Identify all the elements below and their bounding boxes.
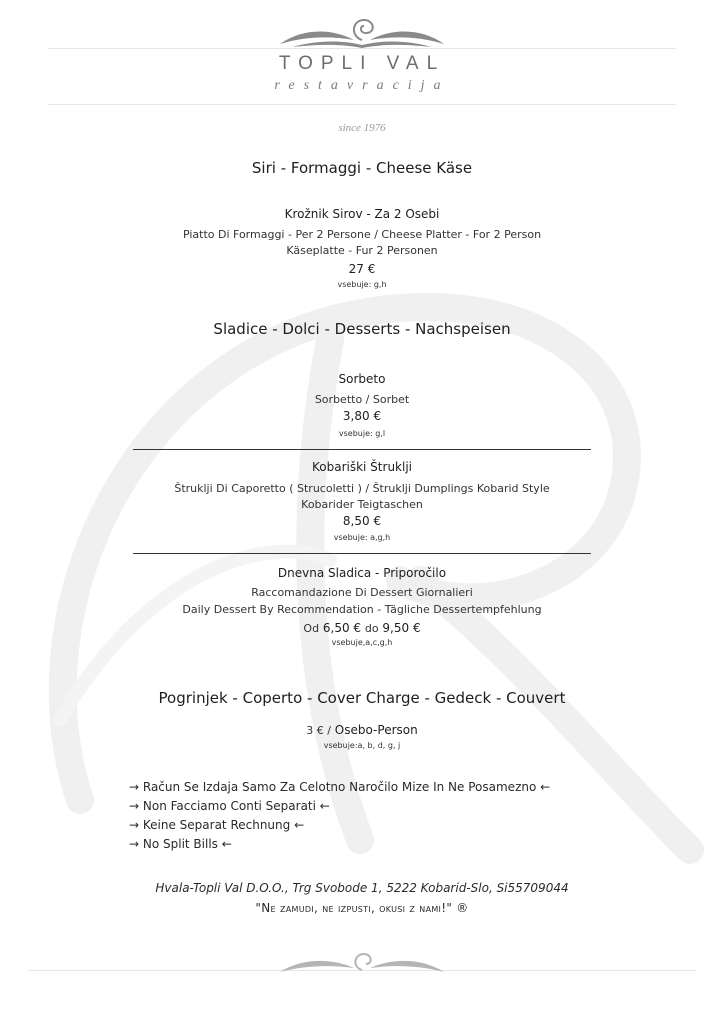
note-line: → No Split Bills ← — [129, 837, 232, 851]
header-rule-2 — [48, 104, 676, 105]
cover-price-amount: 3 € / — [306, 724, 331, 737]
menu-item-desc: Piatto Di Formaggi - Per 2 Persone / Cheese Platter - For 2 Person — [182, 228, 542, 241]
price-to: 9,50 € — [382, 621, 421, 635]
note-line: → Keine Separat Rechnung ← — [129, 818, 305, 832]
menu-item-price: 8,50 € — [342, 514, 382, 528]
footer-address: Hvala-Topli Val D.O.O., Trg Svobode 1, 5222 Kobarid-Slo, Si55709044 — [155, 881, 569, 895]
menu-item-desc: Käseplatte - Fur 2 Personen — [286, 244, 438, 257]
item-divider — [133, 449, 591, 450]
menu-item-name: Sorbeto — [338, 372, 386, 386]
cover-allergens: vsebuje:a, b, d, g, j — [323, 741, 401, 750]
brand-subtitle: restavracija — [274, 78, 450, 93]
cover-price-unit: Osebo-Person — [334, 723, 418, 737]
menu-item-desc: Daily Dessert By Recommendation - Tägliche Dessertempfehlung — [182, 603, 542, 616]
brand-name: TOPLI VAL — [278, 53, 446, 74]
since-label: since 1976 — [338, 122, 386, 134]
menu-item-desc: Sorbetto / Sorbet — [314, 393, 410, 406]
billing-notes — [129, 778, 550, 854]
menu-item-desc: Štruklji Di Caporetto ( Strucoletti ) / Štruklji Dumplings Kobarid Style — [174, 482, 550, 495]
footer-ornament-icon — [272, 950, 452, 978]
menu-item-name: Krožnik Sirov - Za 2 Osebi — [284, 207, 440, 221]
menu-item-desc: Kobarider Teigtaschen — [301, 498, 423, 511]
footer-slogan: "Ne zamudi, ne izpusti, okusi z nami!" ® — [255, 901, 469, 915]
cover-price — [0, 723, 724, 737]
note-line: → Non Facciamo Conti Separati ← — [129, 799, 330, 813]
menu-item-price: 3,80 € — [342, 409, 382, 423]
menu-item-price: 27 € — [348, 262, 376, 276]
menu-item-allergens: vsebuje,a,c,g,h — [331, 638, 393, 647]
menu-item-name: Kobariški Štruklji — [311, 460, 412, 474]
menu-item-allergens: vsebuje: g,h — [337, 280, 387, 289]
price-from: 6,50 € — [322, 621, 362, 635]
price-prefix: Od — [303, 622, 320, 635]
menu-item-price-range — [0, 621, 724, 635]
menu-item-allergens: vsebuje: g,l — [338, 429, 386, 438]
menu-item-name: Dnevna Sladica - Priporočilo — [277, 566, 447, 580]
menu-item-desc: Raccomandazione Di Dessert Giornalieri — [251, 586, 473, 599]
price-mid: do — [364, 622, 379, 635]
section-title-cheese: Siri - Formaggi - Cheese Käse — [251, 159, 473, 177]
item-divider — [133, 553, 591, 554]
logo-ornament-icon — [272, 14, 452, 50]
section-title-cover: Pogrinjek - Coperto - Cover Charge - Gedeck - Couvert — [158, 689, 566, 707]
note-line: → Račun Se Izdaja Samo Za Celotno Naročilo Mize In Ne Posamezno ← — [129, 780, 551, 794]
section-title-desserts: Sladice - Dolci - Desserts - Nachspeisen — [213, 320, 511, 338]
menu-item-allergens: vsebuje: a,g,h — [333, 533, 391, 542]
